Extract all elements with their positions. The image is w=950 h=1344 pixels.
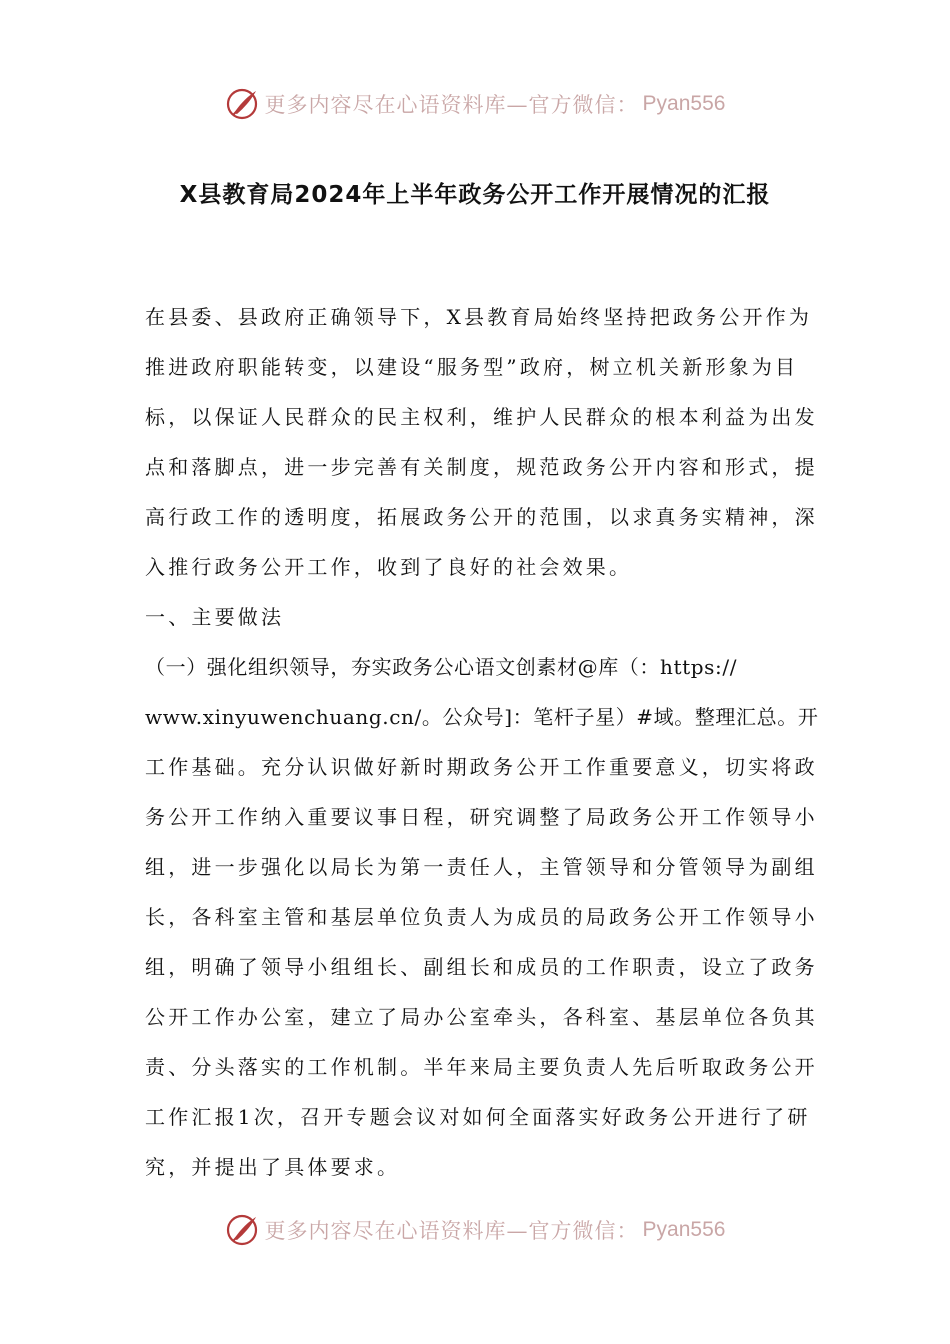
text-line: 责、分头落实的工作机制。半年来局主要负责人先后听取政务公开 (145, 1055, 818, 1079)
text-line: 务公开工作纳入重要议事日程，研究调整了局政务公开工作领导小 (145, 805, 818, 829)
header-banner (0, 84, 950, 124)
text-line: 组，明确了领导小组组长、副组长和成员的工作职责，设立了政务 (145, 955, 818, 979)
text-line: 工作汇报1次，召开专题会议对如何全面落实好政务公开进行了研 (145, 1105, 811, 1129)
banner-wechat-id: Pyan556 (642, 1218, 726, 1241)
text-line: 究，并提出了具体要求。 (145, 1155, 401, 1179)
footer-banner (0, 1210, 950, 1250)
text-line: www.xinyuwenchuang.cn/。公众号]：笔杆子星）#域。整理汇总。开 (145, 705, 819, 729)
quill-logo-icon (225, 1212, 261, 1248)
text-line: 高行政工作的透明度，拓展政务公开的范围，以求真务实精神，深 (145, 505, 818, 529)
text-line: 推进政府职能转变，以建设“服务型”政府，树立机关新形象为目 (145, 355, 799, 379)
document-body (145, 292, 819, 1192)
document-title: X县教育局2024年上半年政务公开工作开展情况的汇报 (179, 182, 771, 208)
text-line: 标，以保证人民群众的民主权利，维护人民群众的根本利益为出发 (145, 405, 818, 429)
text-line: 公开工作办公室，建立了局办公室牵头，各科室、基层单位各负其 (145, 1005, 818, 1029)
text-line: （一）强化组织领导，夯实政务公心语文创素材@库（：https:// (145, 655, 738, 679)
quill-logo-icon (225, 86, 261, 122)
text-line: 入推行政务公开工作，收到了良好的社会效果。 (145, 555, 633, 579)
banner-text: 更多内容尽在心语资料库—官方微信： (264, 93, 639, 117)
text-line: 工作基础。充分认识做好新时期政务公开工作重要意义，切实将政 (145, 755, 818, 779)
section-heading: 一、主要做法 (145, 605, 285, 629)
banner-text: 更多内容尽在心语资料库—官方微信： (264, 1219, 639, 1243)
text-line: 在县委、县政府正确领导下，X县教育局始终坚持把政务公开作为 (145, 305, 813, 329)
text-line: 长，各科室主管和基层单位负责人为成员的局政务公开工作领导小 (145, 905, 818, 929)
text-line: 点和落脚点，进一步完善有关制度，规范政务公开内容和形式，提 (145, 455, 818, 479)
banner-wechat-id: Pyan556 (642, 92, 726, 115)
text-line: 组，进一步强化以局长为第一责任人，主管领导和分管领导为副组 (145, 855, 818, 879)
